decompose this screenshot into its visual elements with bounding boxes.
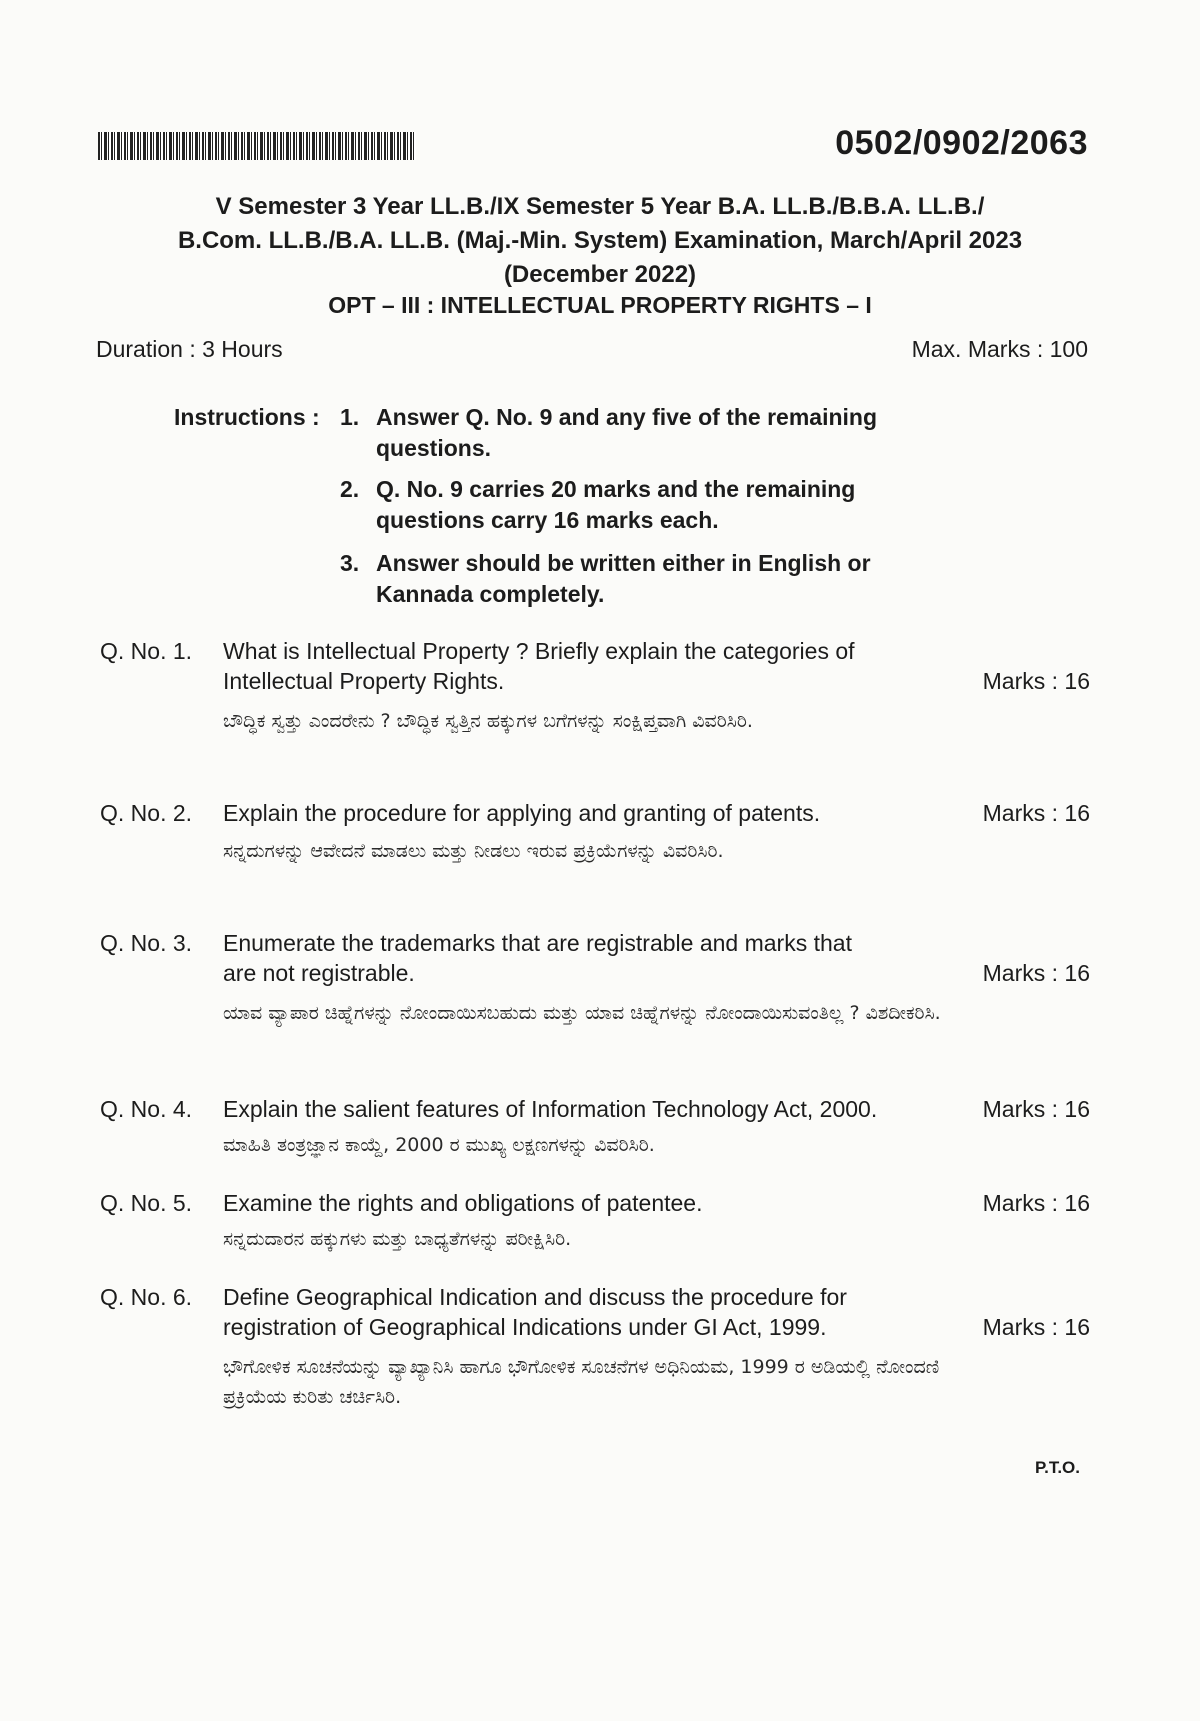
question-text: Define Geographical Indication and discuss the procedure for registration of Geographical Indications under GI Act, 1999. bbox=[223, 1284, 847, 1340]
pto-label: P.T.O. bbox=[1034, 1458, 1080, 1477]
instruction-text: Answer should be written either in English or Kannada completely. bbox=[376, 550, 871, 607]
instruction-number: 3. bbox=[340, 550, 360, 576]
question-number: Q. No. 4. bbox=[100, 1096, 193, 1122]
instruction-number: 2. bbox=[340, 476, 360, 502]
question-text-kannada: ಸನ್ನದುದಾರನ ಹಕ್ಕುಗಳು ಮತ್ತು ಬಾಧ್ಯತೆಗಳನ್ನು ಪರೀಕ್ಷಿಸಿರಿ. bbox=[223, 1228, 572, 1250]
question-text-kannada: ಸನ್ನದುಗಳನ್ನು ಆವೇದನೆ ಮಾಡಲು ಮತ್ತು ನೀಡಲು ಇರುವ ಪ್ರಕ್ರಿಯೆಗಳನ್ನು ವಿವರಿಸಿರಿ. bbox=[223, 840, 724, 862]
question-text: Explain the salient features of Information Technology Act, 2000. bbox=[223, 1096, 878, 1122]
question-marks: Marks : 16 bbox=[982, 960, 1090, 986]
question-text: Enumerate the trademarks that are registrable and marks that are not registrable. bbox=[223, 930, 852, 986]
question-number: Q. No. 6. bbox=[100, 1284, 193, 1310]
question-marks: Marks : 16 bbox=[982, 800, 1090, 826]
exam-title bbox=[0, 190, 1200, 292]
question-marks: Marks : 16 bbox=[982, 668, 1090, 694]
exam-title-line3: (December 2022) bbox=[503, 261, 697, 288]
duration: Duration : 3 Hours bbox=[96, 336, 283, 362]
instruction-text: Answer Q. No. 9 and any five of the remaining questions. bbox=[376, 404, 877, 461]
question-text: What is Intellectual Property ? Briefly explain the categories of Intellectual Property Rights. bbox=[223, 638, 855, 694]
barcode bbox=[98, 132, 416, 160]
exam-title-line2: B.Com. LL.B./B.A. LL.B. (Maj.-Min. System) Examination, March/April 2023 bbox=[177, 227, 1023, 254]
exam-title-line1: V Semester 3 Year LL.B./IX Semester 5 Year B.A. LL.B./B.B.A. LL.B./ bbox=[215, 193, 985, 220]
question-text: Explain the procedure for applying and granting of patents. bbox=[223, 800, 821, 826]
subject-title: OPT – III : INTELLECTUAL PROPERTY RIGHTS – I bbox=[328, 292, 872, 318]
instructions-label: Instructions : bbox=[174, 404, 320, 430]
max-marks: Max. Marks : 100 bbox=[911, 336, 1088, 362]
question-marks: Marks : 16 bbox=[982, 1190, 1090, 1216]
question-number: Q. No. 3. bbox=[100, 930, 193, 956]
question-number: Q. No. 1. bbox=[100, 638, 193, 664]
question-text-kannada: ಭೌಗೋಳಿಕ ಸೂಚನೆಯನ್ನು ವ್ಯಾಖ್ಯಾನಿಸಿ ಹಾಗೂ ಭೌಗೋಳಿಕ ಸೂಚನೆಗಳ ಅಧಿನಿಯಮ, 1999 ರ ಅಡಿಯಲ್ಲಿ ನೋಂದಣಿ ಪ್ರಕ್ರಿಯೆಯ ಕುರಿತು ಚರ್ಚಿಸಿರಿ. bbox=[223, 1356, 940, 1408]
question-marks: Marks : 16 bbox=[982, 1314, 1090, 1340]
question-text-kannada: ಯಾವ ವ್ಯಾಪಾರ ಚಿಹ್ನೆಗಳನ್ನು ನೋಂದಾಯಿಸಬಹುದು ಮತ್ತು ಯಾವ ಚಿಹ್ನೆಗಳನ್ನು ನೋಂದಾಯಿಸುವಂತಿಲ್ಲ ? ವಿಶದೀಕರಿಸಿ. bbox=[223, 1002, 941, 1024]
instruction-text: Q. No. 9 carries 20 marks and the remaining questions carry 16 marks each. bbox=[376, 476, 856, 533]
paper-code: 0502/0902/2063 bbox=[835, 124, 1088, 162]
question-text: Examine the rights and obligations of patentee. bbox=[223, 1190, 703, 1216]
question-marks: Marks : 16 bbox=[982, 1096, 1090, 1122]
question-number: Q. No. 2. bbox=[100, 800, 193, 826]
question-text-kannada: ಮಾಹಿತಿ ತಂತ್ರಜ್ಞಾನ ಕಾಯ್ದೆ, 2000 ರ ಮುಖ್ಯ ಲಕ್ಷಣಗಳನ್ನು ವಿವರಿಸಿರಿ. bbox=[223, 1134, 655, 1156]
question-number: Q. No. 5. bbox=[100, 1190, 193, 1216]
instruction-number: 1. bbox=[340, 404, 360, 430]
question-text-kannada: ಬೌದ್ಧಿಕ ಸ್ವತ್ತು ಎಂದರೇನು ? ಬೌದ್ಧಿಕ ಸ್ವತ್ತಿನ ಹಕ್ಕುಗಳ ಬಗೆಗಳನ್ನು ಸಂಕ್ಷಿಪ್ತವಾಗಿ ವಿವರಿಸಿರಿ. bbox=[223, 710, 753, 732]
